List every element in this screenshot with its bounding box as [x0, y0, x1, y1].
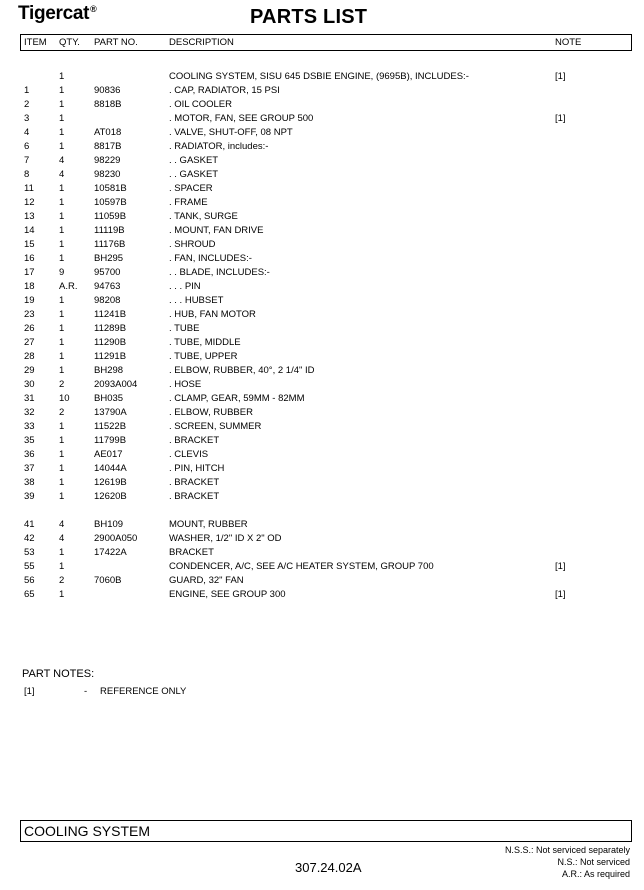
cell-qty: 1 — [59, 477, 65, 488]
cell-item: 29 — [24, 365, 35, 376]
part-notes-title: PART NOTES: — [22, 668, 95, 680]
cell-part-no: 14044A — [94, 463, 127, 474]
cell-description: . ELBOW, RUBBER, 40°, 2 1/4" ID — [169, 365, 315, 376]
table-row — [0, 112, 644, 126]
cell-item: 11 — [24, 183, 34, 194]
cell-qty: 1 — [59, 435, 65, 446]
cell-description: . . GASKET — [169, 155, 219, 166]
cell-item: 3 — [24, 113, 30, 124]
cell-qty: 1 — [59, 295, 65, 306]
cell-item: 8 — [24, 169, 30, 180]
table-row — [0, 574, 644, 588]
cell-qty: 1 — [59, 113, 65, 124]
page-title: PARTS LIST — [250, 6, 368, 28]
cell-item: 14 — [24, 225, 35, 236]
column-header-item: ITEM — [24, 37, 47, 48]
cell-qty: 4 — [59, 533, 65, 544]
cell-item: 53 — [24, 547, 35, 558]
table-row — [0, 210, 644, 224]
brand-logo — [18, 3, 97, 25]
cell-part-no: 11289B — [94, 323, 127, 334]
cell-qty: 1 — [59, 547, 65, 558]
cell-item: 30 — [24, 379, 35, 390]
cell-item: 28 — [24, 351, 35, 362]
cell-description: . TUBE — [169, 323, 200, 334]
cell-item: 15 — [24, 239, 35, 250]
cell-description: . SHROUD — [169, 239, 216, 250]
cell-qty: 1 — [59, 197, 65, 208]
cell-item: 33 — [24, 421, 35, 432]
cell-qty: 4 — [59, 155, 65, 166]
cell-part-no: 11059B — [94, 211, 127, 222]
cell-description: . HOSE — [169, 379, 202, 390]
legend-ar: A.R.: As required — [561, 869, 630, 879]
table-row — [0, 434, 644, 448]
table-row — [0, 588, 644, 602]
cell-qty: 1 — [59, 421, 65, 432]
table-row — [0, 420, 644, 434]
cell-part-no: 98230 — [94, 169, 121, 180]
table-row — [0, 546, 644, 560]
cell-description: . BRACKET — [169, 477, 220, 488]
table-row — [0, 70, 644, 84]
cell-part-no: 17422A — [94, 547, 127, 558]
table-row — [0, 378, 644, 392]
cell-qty: 1 — [59, 183, 65, 194]
table-row — [0, 98, 644, 112]
cell-description: . CLEVIS — [169, 449, 209, 460]
table-row — [0, 532, 644, 546]
section-title: COOLING SYSTEM — [24, 823, 151, 839]
table-row — [0, 126, 644, 140]
cell-part-no: 11119B — [94, 225, 125, 236]
cell-qty: 2 — [59, 407, 65, 418]
column-header-part-no: PART NO. — [94, 37, 138, 48]
table-row — [0, 196, 644, 210]
cell-qty: 1 — [59, 561, 65, 572]
cell-description: GUARD, 32" FAN — [169, 575, 244, 586]
cell-part-no: 8817B — [94, 141, 122, 152]
cell-part-no: 90836 — [94, 85, 121, 96]
cell-description: . FRAME — [169, 197, 208, 208]
cell-part-no: 11290B — [94, 337, 127, 348]
cell-qty: 1 — [59, 239, 65, 250]
cell-part-no: 11176B — [94, 239, 126, 250]
cell-note: [1] — [555, 561, 566, 572]
cell-description: . . . PIN — [169, 281, 201, 292]
part-note-ref: [1] — [24, 686, 35, 697]
table-row — [0, 518, 644, 532]
cell-qty: 1 — [59, 127, 65, 138]
cell-item: 41 — [24, 519, 35, 530]
cell-part-no: 98208 — [94, 295, 121, 306]
table-row — [0, 448, 644, 462]
table-row — [0, 406, 644, 420]
cell-qty: 1 — [59, 337, 65, 348]
table-row — [0, 238, 644, 252]
cell-part-no: 10597B — [94, 197, 127, 208]
cell-qty: 9 — [59, 267, 65, 278]
cell-item: 35 — [24, 435, 35, 446]
cell-part-no: 95700 — [94, 267, 121, 278]
table-row — [0, 168, 644, 182]
cell-description: . HUB, FAN MOTOR — [169, 309, 256, 320]
cell-qty: 1 — [59, 463, 65, 474]
cell-item: 38 — [24, 477, 35, 488]
cell-description: . CAP, RADIATOR, 15 PSI — [169, 85, 280, 96]
cell-qty: 1 — [59, 85, 65, 96]
cell-item: 36 — [24, 449, 35, 460]
cell-qty: 4 — [59, 519, 65, 530]
column-header-qty: QTY. — [59, 37, 80, 48]
cell-description: ENGINE, SEE GROUP 300 — [169, 589, 286, 600]
cell-qty: 1 — [59, 323, 65, 334]
cell-description: . . . HUBSET — [169, 295, 224, 306]
cell-item: 2 — [24, 99, 30, 110]
table-row — [0, 224, 644, 238]
table-row — [0, 322, 644, 336]
table-row — [0, 252, 644, 266]
cell-item: 6 — [24, 141, 30, 152]
cell-qty: 1 — [59, 71, 65, 82]
cell-qty: 1 — [59, 491, 65, 502]
cell-part-no: BH298 — [94, 365, 124, 376]
cell-item: 13 — [24, 211, 35, 222]
cell-item: 55 — [24, 561, 35, 572]
cell-part-no: 2093A004 — [94, 379, 138, 390]
cell-description: . BRACKET — [169, 435, 220, 446]
table-row — [0, 476, 644, 490]
cell-part-no: 12619B — [94, 477, 127, 488]
cell-part-no: 11799B — [94, 435, 127, 446]
cell-item: 1 — [24, 85, 30, 96]
table-row — [0, 84, 644, 98]
cell-part-no: 10581B — [94, 183, 127, 194]
cell-description: COOLING SYSTEM, SISU 645 DSBIE ENGINE, (9695B), INCLUDES:- — [169, 71, 469, 82]
cell-description: BRACKET — [169, 547, 214, 558]
cell-qty: 2 — [59, 379, 65, 390]
cell-item: 4 — [24, 127, 30, 138]
cell-note: [1] — [555, 589, 566, 600]
table-row — [0, 350, 644, 364]
cell-part-no: 7060B — [94, 575, 122, 586]
table-row — [0, 140, 644, 154]
cell-description: . BRACKET — [169, 491, 220, 502]
cell-item: 39 — [24, 491, 35, 502]
cell-part-no: 94763 — [94, 281, 121, 292]
cell-description: . TUBE, UPPER — [169, 351, 238, 362]
cell-part-no: 8818B — [94, 99, 122, 110]
cell-description: . TUBE, MIDDLE — [169, 337, 241, 348]
cell-item: 18 — [24, 281, 35, 292]
cell-part-no: BH035 — [94, 393, 124, 404]
part-note-text: REFERENCE ONLY — [100, 686, 187, 697]
table-row — [0, 336, 644, 350]
cell-qty: A.R. — [59, 281, 78, 292]
cell-description: . OIL COOLER — [169, 99, 232, 110]
cell-item: 7 — [24, 155, 30, 166]
cell-item: 56 — [24, 575, 35, 586]
cell-description: . CLAMP, GEAR, 59MM - 82MM — [169, 393, 305, 404]
table-row — [0, 392, 644, 406]
cell-item: 12 — [24, 197, 35, 208]
footer-section-box — [20, 820, 632, 842]
cell-qty: 4 — [59, 169, 65, 180]
cell-item: 27 — [24, 337, 35, 348]
table-row — [0, 266, 644, 280]
legend-ns: N.S.: Not serviced — [557, 857, 630, 867]
cell-part-no: 11291B — [94, 351, 127, 362]
cell-description: CONDENCER, A/C, SEE A/C HEATER SYSTEM, GROUP 700 — [169, 561, 434, 572]
cell-item: 42 — [24, 533, 35, 544]
cell-part-no: BH109 — [94, 519, 124, 530]
brand-name: Tigercat — [18, 3, 90, 24]
cell-item: 26 — [24, 323, 35, 334]
column-header-note: NOTE — [555, 37, 582, 48]
table-row — [0, 308, 644, 322]
part-note-dash: - — [84, 686, 88, 697]
legend-nss: N.S.S.: Not serviced separately — [504, 845, 630, 855]
cell-item: 31 — [24, 393, 35, 404]
table-row — [0, 560, 644, 574]
cell-description: . . GASKET — [169, 169, 219, 180]
table-row — [0, 294, 644, 308]
cell-part-no: AT018 — [94, 127, 122, 138]
cell-qty: 1 — [59, 449, 65, 460]
cell-qty: 1 — [59, 99, 65, 110]
cell-qty: 1 — [59, 253, 65, 264]
cell-description: . MOUNT, FAN DRIVE — [169, 225, 264, 236]
cell-part-no: BH295 — [94, 253, 124, 264]
cell-part-no: 2900A050 — [94, 533, 138, 544]
cell-description: . SPACER — [169, 183, 213, 194]
cell-description: . ELBOW, RUBBER — [169, 407, 253, 418]
cell-item: 16 — [24, 253, 35, 264]
document-number: 307.24.02A — [295, 860, 362, 875]
cell-description: . VALVE, SHUT-OFF, 08 NPT — [169, 127, 293, 138]
cell-qty: 1 — [59, 141, 65, 152]
cell-description: . RADIATOR, includes:- — [169, 141, 269, 152]
cell-part-no: 11522B — [94, 421, 127, 432]
table-header — [20, 34, 632, 51]
cell-qty: 1 — [59, 309, 65, 320]
cell-qty: 2 — [59, 575, 65, 586]
table-row — [0, 462, 644, 476]
table-row — [0, 182, 644, 196]
cell-description: . FAN, INCLUDES:- — [169, 253, 252, 264]
cell-part-no: 98229 — [94, 155, 121, 166]
table-row — [0, 154, 644, 168]
cell-part-no: 13790A — [94, 407, 127, 418]
cell-qty: 1 — [59, 351, 65, 362]
cell-qty: 10 — [59, 393, 70, 404]
table-row — [0, 490, 644, 504]
column-header-description: DESCRIPTION — [169, 37, 234, 48]
cell-part-no: 11241B — [94, 309, 127, 320]
cell-description: . TANK, SURGE — [169, 211, 238, 222]
cell-part-no: AE017 — [94, 449, 123, 460]
cell-qty: 1 — [59, 365, 65, 376]
cell-note: [1] — [555, 71, 566, 82]
cell-description: . . BLADE, INCLUDES:- — [169, 267, 270, 278]
cell-qty: 1 — [59, 225, 65, 236]
registered-mark: ® — [90, 4, 97, 14]
cell-description: WASHER, 1/2" ID X 2" OD — [169, 533, 282, 544]
cell-item: 32 — [24, 407, 35, 418]
table-row — [0, 280, 644, 294]
table-row — [0, 364, 644, 378]
cell-qty: 1 — [59, 589, 65, 600]
cell-description: . PIN, HITCH — [169, 463, 225, 474]
cell-description: . SCREEN, SUMMER — [169, 421, 262, 432]
cell-part-no: 12620B — [94, 491, 127, 502]
cell-item: 65 — [24, 589, 35, 600]
cell-note: [1] — [555, 113, 566, 124]
cell-item: 23 — [24, 309, 35, 320]
cell-item: 19 — [24, 295, 35, 306]
cell-description: MOUNT, RUBBER — [169, 519, 248, 530]
cell-item: 17 — [24, 267, 35, 278]
cell-item: 37 — [24, 463, 35, 474]
cell-qty: 1 — [59, 211, 65, 222]
cell-description: . MOTOR, FAN, SEE GROUP 500 — [169, 113, 314, 124]
